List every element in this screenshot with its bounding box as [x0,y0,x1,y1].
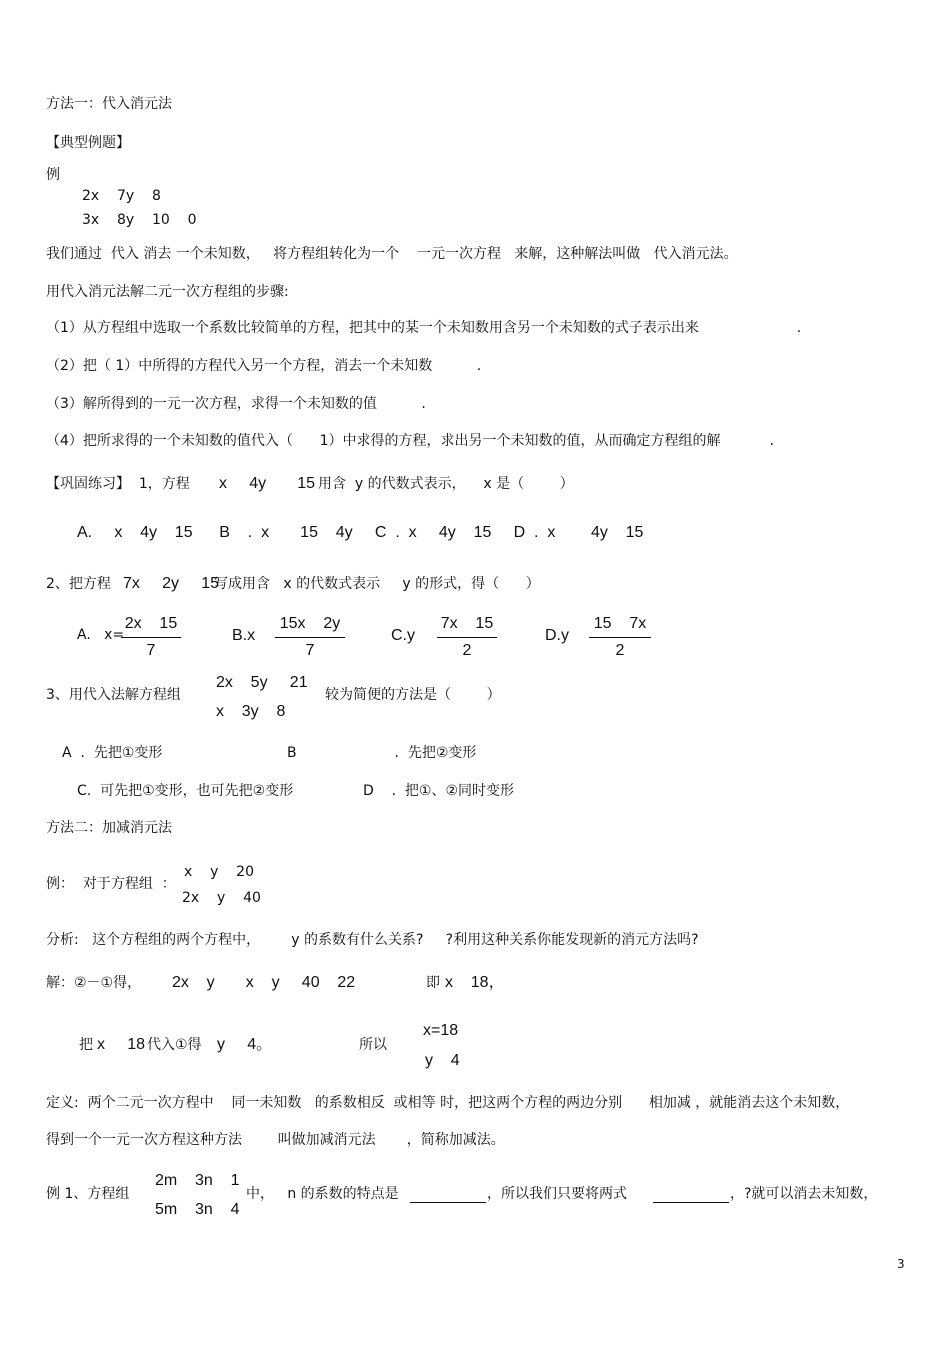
exercise-3-option-b: B . 先把②变形 [287,745,477,761]
exercise-2-option-d-fraction [589,614,651,661]
substitute-result: y 4。 [217,1036,273,1053]
exercise-2-option-d-label: D.y [545,627,569,644]
fraction-denominator: 7 [146,642,156,659]
example-1-middle: ，所以我们只要将两式 [487,1186,627,1202]
elimination-definition-line-2: 得到一个一元一次方程这种方法 叫做加减消元法 ，简称加减法。 [46,1132,505,1148]
fraction-bar [121,637,181,638]
example-equation-2: 3x 8y 10 0 [82,212,197,228]
example-1-end: ，?就可以消去未知数， [730,1186,878,1202]
substitution-definition: 我们通过 代入 消去 一个未知数， 将方程组转化为一个 一元一次方程 来解，这种解法叫做 代入消元法。 [46,246,738,262]
exercise-2-option-c-fraction [437,614,497,661]
step-3: （3）解所得到的一元一次方程，求得一个未知数的值 . [46,396,426,412]
example-equation-1: 2x 7y 8 [82,188,161,204]
section-title-elimination: 方法二：加减消元法 [46,820,172,836]
exercise-3-option-c: C. 可先把①变形，也可先把②变形 [77,783,294,799]
answer-y: y 4 [425,1052,460,1069]
exercise-1-stem: 【巩固练习】 1，方程 [46,476,190,492]
fraction-bar [589,637,651,638]
exercise-1-options: A. x 4y 15 B . x 15 4y C . x 4y 15 D . x 4y 15 [77,524,644,541]
fraction-denominator: 7 [305,642,315,659]
example-1-question: 中， n 的系数的特点是 [246,1186,399,1202]
exercise-3-stem-start: 3、用代入法解方程组 [46,687,181,703]
page-number: 3 [897,1257,905,1271]
elimination-equation-2: 2x y 40 [182,890,261,906]
step-1: （1）从方程组中选取一个系数比较简单的方程，把其中的某一个未知数用含另一个未知数的式子表示出来 . [46,320,802,336]
exercise-2-stem-start: 2、把方程 [46,576,111,592]
example-1-label: 例 1、方程组 [46,1186,130,1202]
fraction-numerator: 15x 2y [279,615,341,632]
exercise-3-equation-2: x 3y 8 [216,703,286,720]
fraction-denominator: 2 [462,642,472,659]
solution-connector: 即 [426,975,440,991]
answer-blank-1[interactable] [410,1186,486,1203]
fraction-numerator: 7x 15 [440,615,494,632]
example-1-equation-1: 2m 3n 1 [155,1172,240,1189]
solution-result: x 18， [445,974,505,991]
step-4: （4）把所求得的一个未知数的值代入（ 1）中求得的方程，求出另一个未知数的值，从而确定方程组的解 . [46,433,774,449]
fraction-numerator: 2x 15 [124,615,178,632]
step-2: （2）把（ 1）中所得的方程代入另一个方程，消去一个未知数 . [46,358,482,374]
exercise-2-option-c-label: C.y [391,627,415,644]
typical-examples-heading: 【典型例题】 [46,135,130,151]
exercise-3-equation-1: 2x 5y 21 [216,674,308,691]
section-title-substitution: 方法一：代入消元法 [46,96,172,112]
substitute-into: 代入①得 [147,1037,202,1053]
therefore-label: 所以 [359,1037,387,1053]
elimination-example-label: 例： 对于方程组 ： [46,876,176,892]
fraction-denominator: 2 [615,642,625,659]
elimination-equation-1: x y 20 [184,864,254,880]
elimination-definition-line-1: 定义: 两个二元一次方程中 同一未知数 的系数相反 或相等 时，把这两个方程的两边分别 相加减 ，就能消去这个未知数， [46,1095,850,1111]
exercise-3-option-a: A . 先把①变形 [62,745,163,761]
example-1-equation-2: 5m 3n 4 [155,1201,240,1218]
fraction-bar [437,637,497,638]
answer-blank-2[interactable] [653,1186,729,1203]
exercise-3-option-d: D . 把①、②同时变形 [363,783,515,799]
analysis-text: 分析: 这个方程组的两个方程中， y 的系数有什么关系? ?利用这种关系你能发现新的消元方法吗? [46,932,699,948]
solution-equation: 2x y x y 40 22 [172,974,356,991]
exercise-2-option-a-fraction [121,614,181,661]
exercise-1-equation: x 4y 15 [219,475,316,492]
exercise-3-stem-end: 较为简便的方法是（ ） [325,687,501,703]
exercise-2-option-b-label: B.x [232,627,256,644]
exercise-2-option-a-label: A. x= [77,627,125,643]
fraction-numerator: 15 7x [593,615,647,632]
substitute-text: 把 [79,1037,93,1053]
substitute-value: x 18 [97,1036,146,1053]
exercise-2-stem-end: 写成用含 x 的代数式表示 y 的形式，得（ ） [214,576,540,592]
fraction-bar [275,637,345,638]
exercise-2-option-b-fraction [275,614,345,661]
answer-x: x=18 [423,1022,459,1039]
solution-label: 解：②－①得， [46,975,142,991]
example-label: 例 [46,167,60,183]
exercise-1-question: 用含 y 的代数式表示， x 是（ ） [318,476,574,492]
exercise-2-equation: 7x 2y 15 [123,575,220,592]
steps-title: 用代入消元法解二元一次方程组的步骤: [46,284,289,300]
